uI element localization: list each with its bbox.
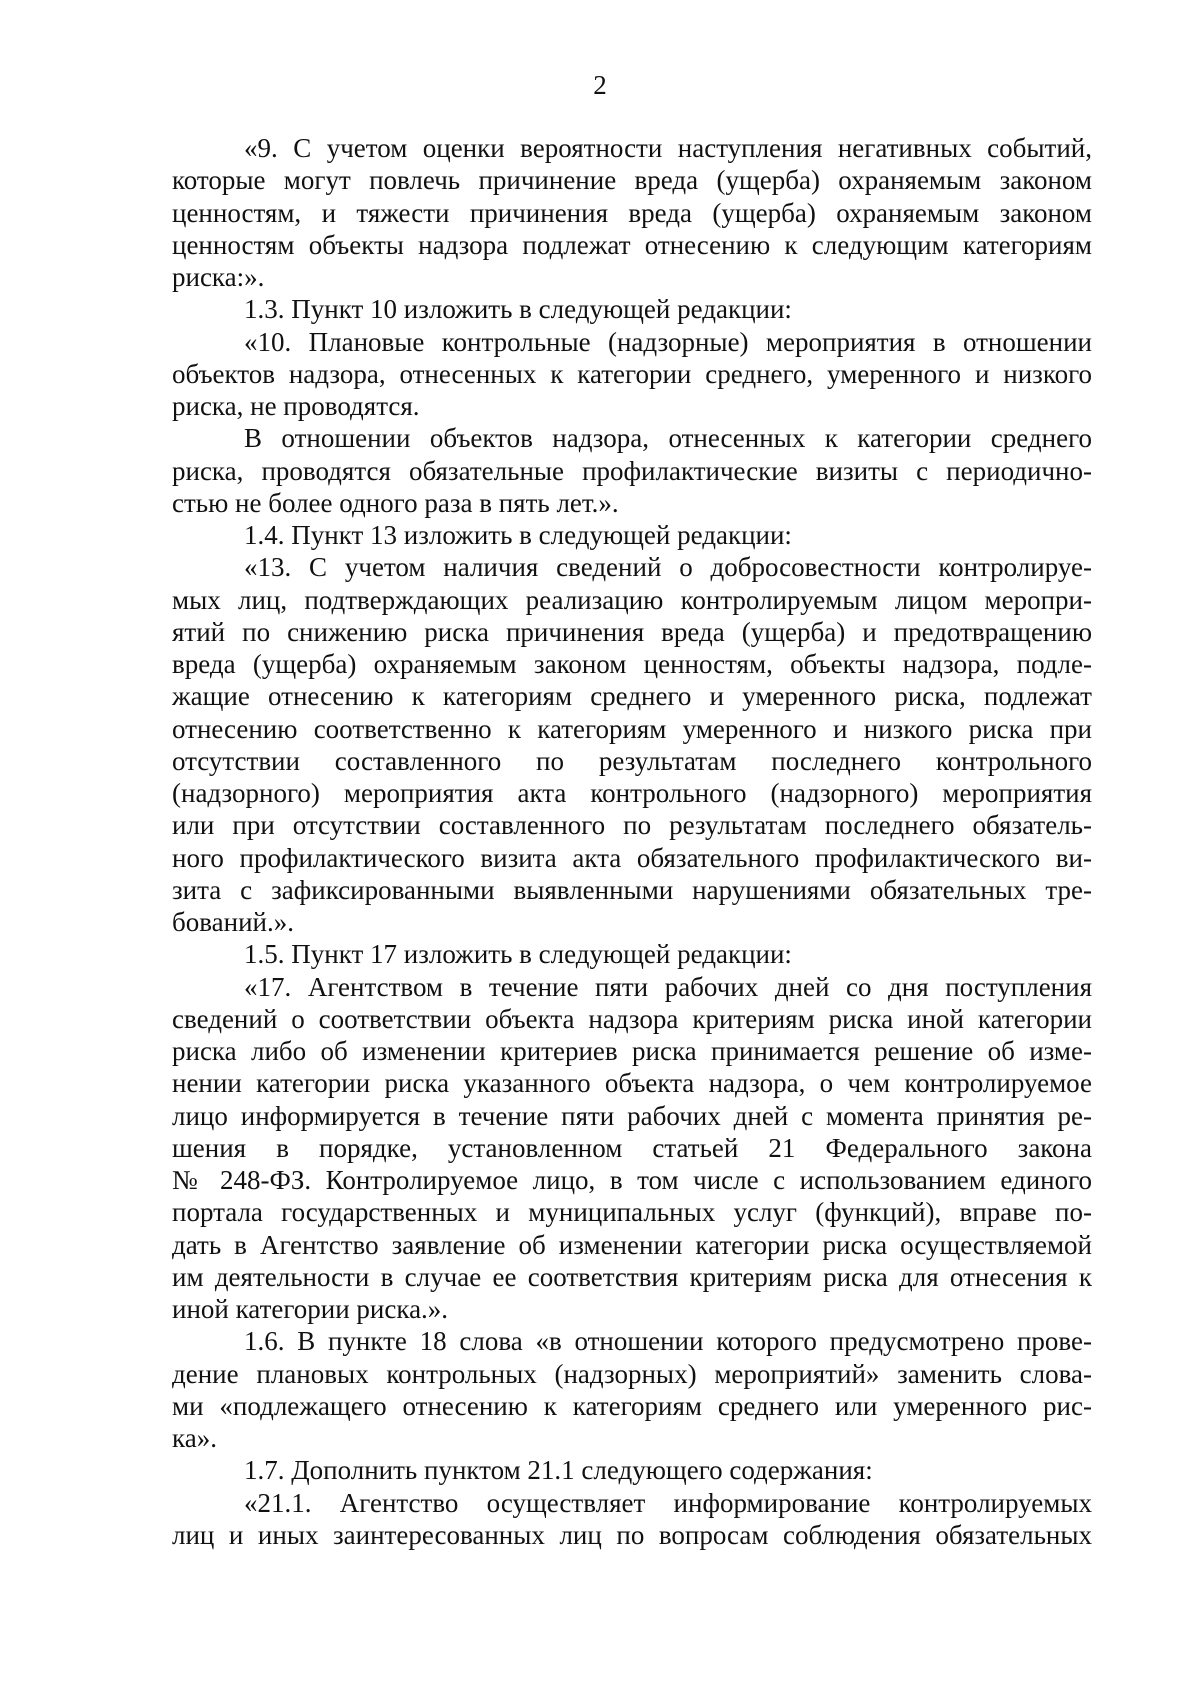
text-line: 1.6. В пункте 18 слова «в отношении которого предусмотрено прове- (244, 1326, 1092, 1357)
text-line: жащие отнесению к категориям среднего и умеренного риска, подлежат (172, 681, 1092, 712)
text-line: «13. С учетом наличия сведений о добросовестности контролируе- (244, 552, 1092, 583)
text-line: дать в Агентство заявление об изменении категории риска осуществляемой (172, 1229, 1092, 1260)
text-line: иной категории риска.». (172, 1294, 449, 1324)
text-line: ного профилактического визита акта обязательного профилактического ви- (172, 842, 1092, 873)
text-line: им деятельности в случае ее соответствия критериям риска для отнесения к (172, 1261, 1092, 1292)
text-line: ка». (172, 1423, 217, 1453)
text-line: отнесению соответственно к категориям умеренного и низкого риска при (172, 713, 1092, 744)
text-line: № 248-ФЗ. Контролируемое лицо, в том числе с использованием единого (172, 1165, 1092, 1195)
text-line: нении категории риска указанного объекта надзора, о чем контролируемое (172, 1068, 1092, 1099)
text-line: лиц и иных заинтересованных лиц по вопросам соблюдения обязательных (172, 1519, 1092, 1550)
text-line: шения в порядке, установленном статьей 21 Федерального закона (172, 1132, 1092, 1163)
text-line: 1.4. Пункт 13 изложить в следующей редакции: (244, 520, 792, 550)
text-line: 1.7. Дополнить пунктом 21.1 следующего содержания: (244, 1455, 873, 1486)
text-line: риска:». (172, 262, 265, 292)
text-line: 1.3. Пункт 10 изложить в следующей редакции: (244, 294, 792, 325)
text-line: риска, проводятся обязательные профилактические визиты с периодично- (172, 455, 1092, 486)
text-line: лицо информируется в течение пяти рабочих дней с момента принятия ре- (172, 1100, 1092, 1131)
text-line: ятий по снижению риска причинения вреда (ущерба) и предотвращению (172, 616, 1092, 647)
document-body (172, 132, 1092, 1551)
text-line: отсутствии составленного по результатам последнего контрольного (172, 745, 1092, 776)
text-line: (надзорного) мероприятия акта контрольного (надзорного) мероприятия (172, 778, 1092, 808)
text-line: ценностям объекты надзора подлежат отнесению к следующим категориям (172, 229, 1092, 260)
text-line: «21.1. Агентство осуществляет информирование контролируемых (244, 1487, 1092, 1518)
text-line: зита с зафиксированными выявленными нарушениями обязательных тре- (172, 874, 1092, 905)
text-line: «9. С учетом оценки вероятности наступления негативных событий, (244, 133, 1092, 163)
text-line: портала государственных и муниципальных услуг (функций), вправе по- (172, 1197, 1092, 1228)
text-line: ценностям, и тяжести причинения вреда (ущерба) охраняемым законом (172, 197, 1092, 228)
text-line: мых лиц, подтверждающих реализацию контролируемым лицом меропри- (172, 584, 1092, 615)
text-line: или при отсутствии составленного по результатам последнего обязатель- (172, 810, 1092, 841)
text-line: «17. Агентством в течение пяти рабочих дней со дня поступления (244, 971, 1092, 1002)
text-line: «10. Плановые контрольные (надзорные) мероприятия в отношении (244, 326, 1092, 357)
page-number: 2 (593, 70, 607, 100)
text-line: вреда (ущерба) охраняемым законом ценностям, объекты надзора, подле- (172, 649, 1092, 679)
text-line: которые могут повлечь причинение вреда (ущерба) охраняемым законом (172, 165, 1092, 196)
text-line: риска, не проводятся. (172, 391, 420, 421)
text-line: ми «подлежащего отнесению к категориям среднего или умеренного рис- (172, 1390, 1092, 1421)
text-line: сведений о соответствии объекта надзора критериям риска иной категории (172, 1003, 1092, 1034)
text-line: бований.». (172, 907, 294, 937)
text-line: риска либо об изменении критериев риска принимается решение об изме- (172, 1036, 1092, 1066)
text-line: дение плановых контрольных (надзорных) мероприятий» заменить слова- (172, 1358, 1092, 1389)
text-line: 1.5. Пункт 17 изложить в следующей редакции: (244, 939, 792, 970)
text-line: стью не более одного раза в пять лет.». (172, 487, 619, 518)
text-line: объектов надзора, отнесенных к категории среднего, умеренного и низкого (172, 358, 1092, 389)
text-line: В отношении объектов надзора, отнесенных к категории среднего (244, 423, 1092, 454)
